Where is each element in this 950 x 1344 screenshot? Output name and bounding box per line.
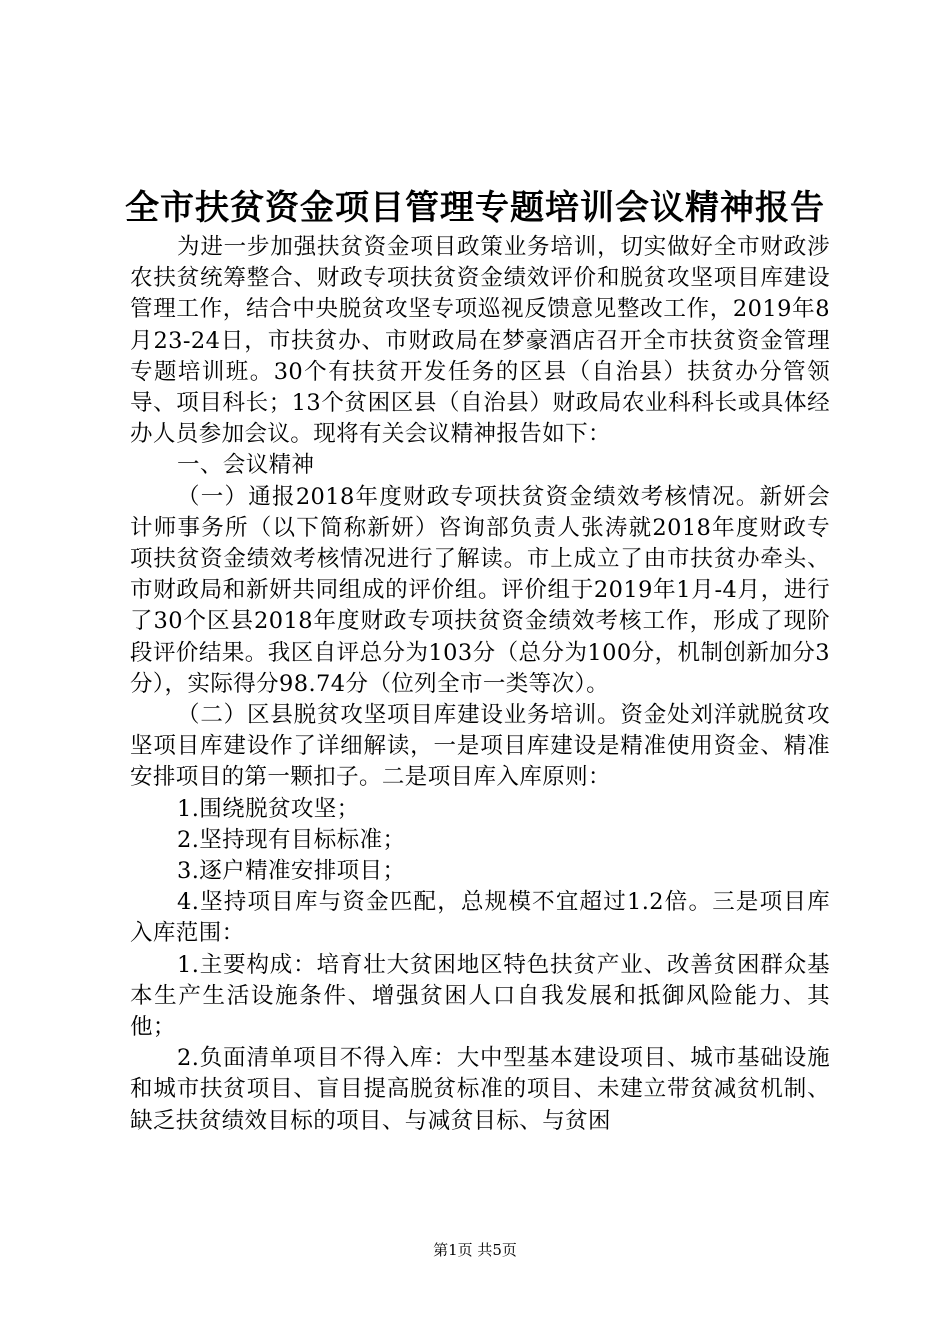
list-item: 3.逐户精准安排项目； — [177, 858, 406, 885]
document-body — [130, 232, 830, 1137]
document-title: 全市扶贫资金项目管理专题培训会议精神报告 — [125, 188, 825, 228]
list-item: 1.围绕脱贫攻坚； — [177, 795, 360, 822]
list-item: 4.坚持项目库与资金匹配，总规模不宜超过1.2倍。三是项目库入库范围： — [130, 889, 830, 947]
list-item: 2.负面清单项目不得入库：大中型基本建设项目、城市基础设施和城市扶贫项目、盲目提高脱贫标准的项目、未建立带贫减贫机制、缺乏扶贫绩效目标的项目、与减贫目标、与贫困 — [130, 1045, 830, 1134]
list-item: 1.主要构成：培育壮大贫困地区特色扶贫产业、改善贫困群众基本生产生活设施条件、增强贫困人口自我发展和抵御风险能力、其他； — [130, 951, 830, 1041]
page-number-footer: 第1页 共5页 — [433, 1241, 517, 1259]
list-item: 2.坚持现有目标标准； — [177, 826, 406, 853]
paragraph-project-library-training: （二）区县脱贫攻坚项目库建设业务培训。资金处刘洋就脱贫攻坚项目库建设作了详细解读，一是项目库建设是精准使用资金、精准安排项目的第一颗扣子。二是项目库入库原则： — [130, 702, 830, 791]
intro-paragraph: 为进一步加强扶贫资金项目政策业务培训，切实做好全市财政涉农扶贫统筹整合、财政专项扶贫资金绩效评价和脱贫攻坚项目库建设管理工作，结合中央脱贫攻坚专项巡视反馈意见整改工作，2019年8月23-24日，市扶贫办、市财政局在梦豪酒店召开全市扶贫资金管理专题培训班。30个有扶贫开发任务的区县（自治县）扶贫办分管领导、项目科长；13个贫困区县（自治县）财政局农业科科长或具体经办人员参加会议。现将有关会议精神报告如下： — [130, 234, 830, 448]
section-heading: 一、会议精神 — [177, 452, 315, 479]
paragraph-performance-assessment: （一）通报2018年度财政专项扶贫资金绩效考核情况。新妍会计师事务所（以下简称新妍）咨询部负责人张涛就2018年度财政专项扶贫资金绩效考核情况进行了解读。市上成立了由市扶贫办牵头、市财政局和新妍共同组成的评价组。评价组于2019年1月-4月，进行了30个区县2018年度财政专项扶贫资金绩效考核工作，形成了现阶段评价结果。我区自评总分为103分（总分为100分，机制创新加分3分），实际得分98.74分（位列全市一类等次）。 — [130, 483, 830, 697]
